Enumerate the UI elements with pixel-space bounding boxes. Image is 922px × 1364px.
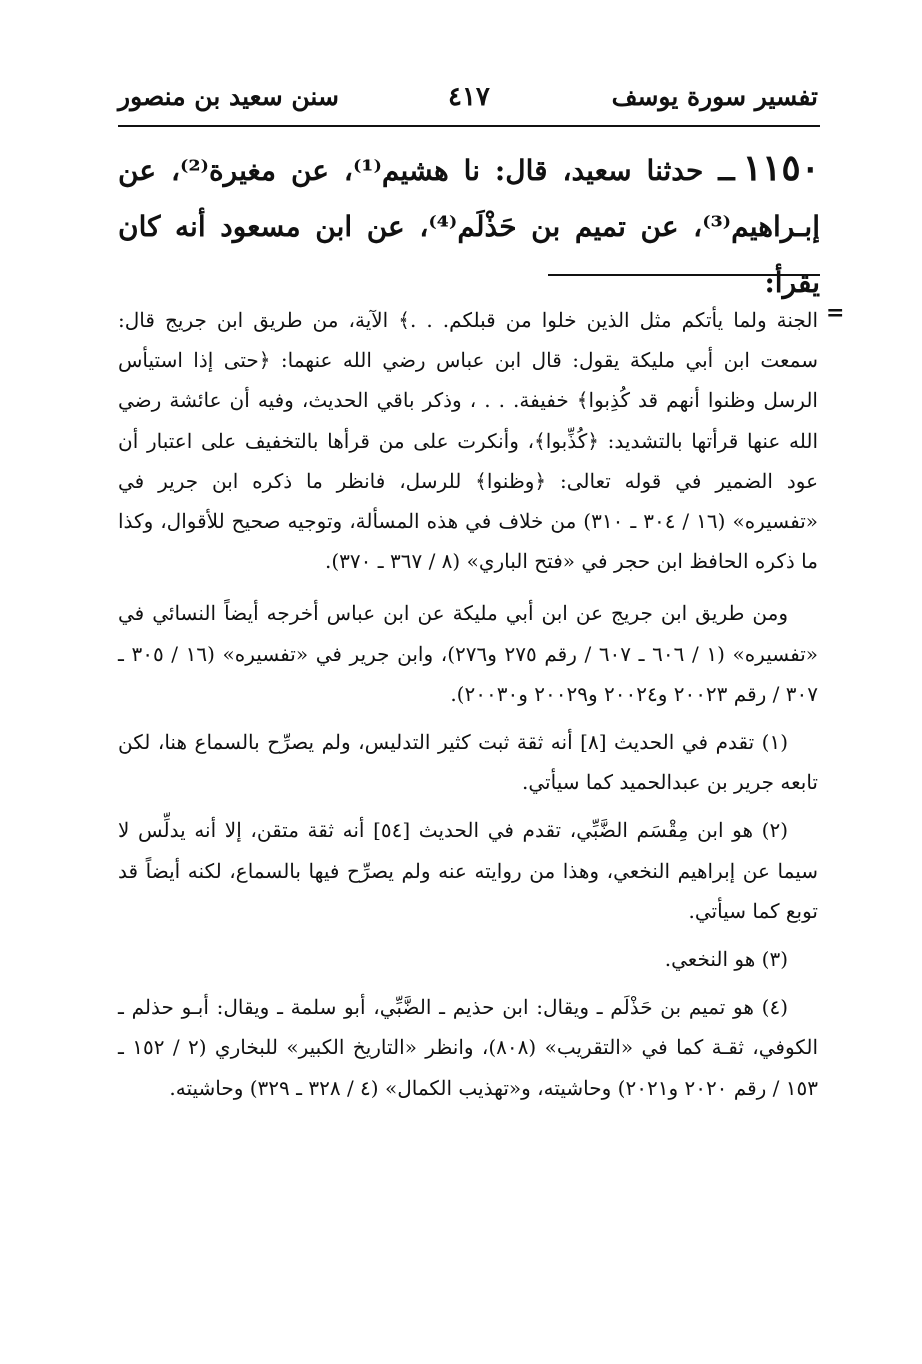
page-number: ٤١٧ xyxy=(448,82,490,112)
hadith-block xyxy=(118,140,820,311)
footnote-3: (٣) هو النخعي. xyxy=(664,947,788,972)
footnote-separator xyxy=(548,274,820,276)
footnotes-section xyxy=(118,300,818,1116)
header-divider xyxy=(118,125,820,127)
hadith-paragraph xyxy=(118,140,820,311)
footnote-continued: الجنة ولما يأتكم مثل الذين خلوا من قبلكم. . .﴾ الآية، من طريق ابن جريج قال: سمعت ابن أبي مليكة يقول: قال ابن عباس رضي الله عنهما: ﴿حتى إذا استيأس الرسل وظنوا أنهم قد كُذِبوا﴾ خفيفة. . . ، وذكر باقي الحديث، وفيه أن عائشة رضي الله عنها قرأتها بالتشديد: ﴿كُذِّبوا﴾، وأنكرت على من قرأها بالتخفيف على اعتبار أن عود الضمير في قوله تعالى: ﴿وظنوا﴾ للرسل، فانظر ما ذكره ابن جرير في «تفسيره» (١٦ / ٣٠٤ ـ ٣١٠) من خلاف في هذه المسألة، وتوجيه صحيح للأقوال، وكذا ما ذكره الحافظ ابن حجر في «فتح الباري» (٨ / ٣٦٧ ـ ٣٧٠). xyxy=(118,308,819,574)
hadith-text: ــ حدثنا سعيد، قال: نا هشيم⁽¹⁾، عن مغيرة⁽²⁾، عن إبـراهيم⁽³⁾، عن تميم بن حَذْلَم⁽⁴⁾، عن ابن مسعود أنه كان يقرأ: xyxy=(118,154,820,299)
surah-title: تفسير سورة يوسف xyxy=(611,82,818,111)
footnote-2: (٢) هو ابن مِقْسَم الضَّبِّي، تقدم في الحديث [٥٤] أنه ثقة متقن، إلا أنه يدلِّس لا سيما عن إبراهيم النخعي، وهذا من روايته عنه ولم يصرِّح فيها بالسماع، لكنه أيضاً قد توبع كما سيأتي. xyxy=(118,818,818,923)
book-title: سنن سعيد بن منصور xyxy=(118,82,339,111)
footnote-continued-2: ومن طريق ابن جريج عن ابن أبي مليكة عن ابن عباس أخرجه أيضاً النسائي في «تفسيره» (١ / ٦٠٦ ـ ٦٠٧ / رقم ٢٧٥ و٢٧٦)، وابن جرير في «تفسيره» (١٦ / ٣٠٥ ـ ٣٠٧ / رقم ٢٠٠٢٣ و٢٠٠٢٤ و٢٠٠٢٩ و٢٠٠٣٠). xyxy=(118,601,819,706)
footnote-4: (٤) هو تميم بن حَذْلَم ـ ويقال: ابن حذيم ـ الضَّبِّي، أبو سلمة ـ ويقال: أبـو حذلم ـ الكوفي، ثقـة كما في «التقريب» (٨٠٨)، وانظر «التاريخ الكبير» للبخاري (٢ / ١٥٢ ـ ١٥٣ / رقم ٢٠٢٠ و٢٠٢١) وحاشيته، و«تهذيب الكمال» (٤ / ٣٢٨ ـ ٣٢٩) وحاشيته. xyxy=(118,995,819,1100)
continuation-mark: = xyxy=(826,300,845,326)
page-header xyxy=(118,82,818,122)
hadith-number: ١١٥٠ xyxy=(742,147,820,189)
footnote-1: (١) تقدم في الحديث [٨] أنه ثقة ثبت كثير التدليس، ولم يصرِّح بالسماع هنا، لكن تابعه جرير بن عبدالحميد كما سيأتي. xyxy=(118,730,818,795)
